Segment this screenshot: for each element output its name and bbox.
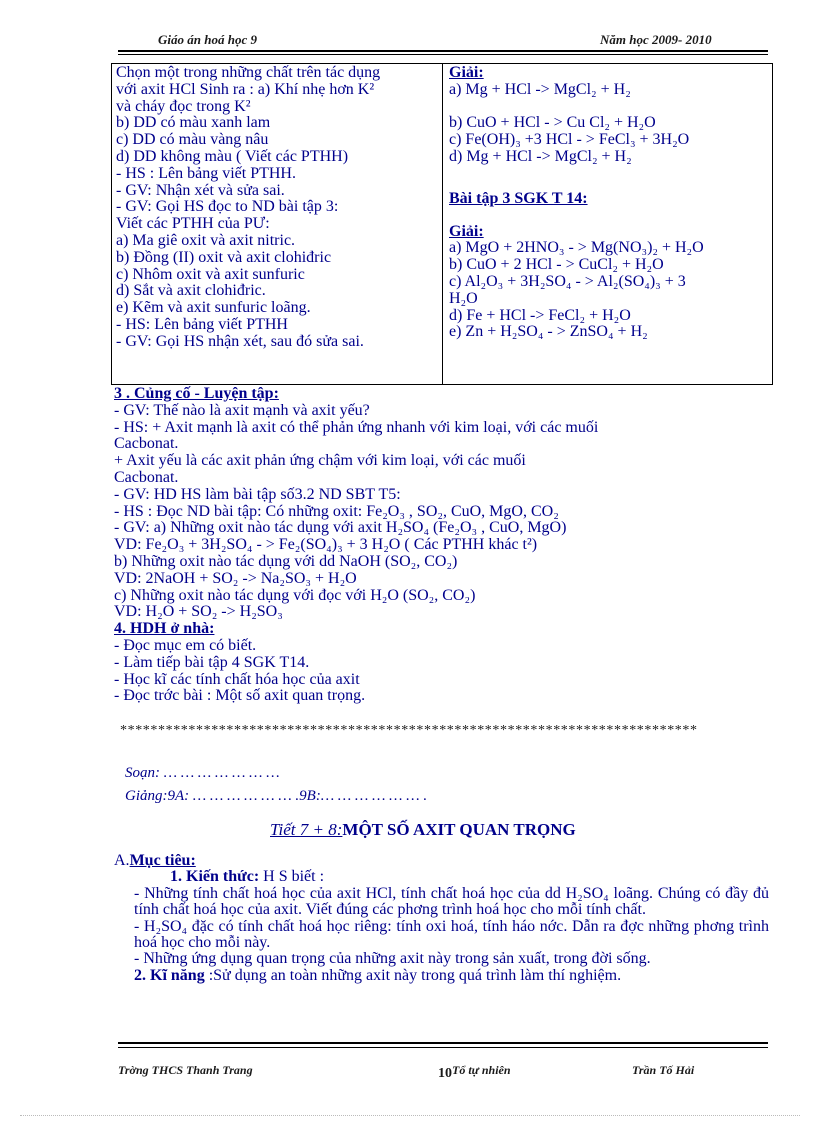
left-line: Chọn một trong những chất trên tác dụng [116, 64, 381, 81]
left-line: và cháy đọc trong K² [116, 97, 251, 115]
exercise-title: Bài tập 3 SGK T 14: [449, 189, 588, 207]
footer-rule [118, 1042, 768, 1044]
left-line: - GV: Nhận xét và sửa sai. [116, 181, 285, 199]
lesson-name: MỘT SỐ AXIT QUAN TRỌNG [342, 820, 576, 839]
lesson-title [270, 820, 576, 840]
equation: d) Fe + HCl -> FeCl₂ + H₂O [449, 306, 631, 324]
text-line: - GV: Thế nào là axit mạnh và axit yếu? [114, 401, 370, 419]
soan-line: Soạn: … … … … … … … [125, 765, 280, 781]
equation: d) Mg + HCl -> MgCl₂ + H₂ [449, 147, 632, 165]
text-line: c) Những oxit nào tác dụng với đọc với H₂O (SO₂, CO₂) [114, 586, 476, 604]
header-rule [118, 50, 768, 52]
text-line: + Axit yếu là các axit phản ứng chậm với kim loại, với các muối [114, 452, 526, 470]
header-right: Năm học 2009- 2010 [600, 32, 712, 47]
equation: a) MgO + 2HNO₃ - > Mg(NO₃)₂ + H₂O [449, 239, 704, 257]
paragraph: - Những ứng dụng quan trọng của những axit này trong sản xuất, trong đời sống. [134, 950, 651, 968]
table-divider [442, 64, 443, 384]
text-line: VD: H₂O + SO₂ -> H₂SO₃ [114, 603, 283, 621]
section-heading: 3 . Củng cố - Luyện tập: [114, 385, 279, 402]
left-line: với axit HCl Sinh ra : a) Khí nhẹ hơn K² [116, 80, 375, 98]
section-a [114, 853, 769, 984]
footer-rule-thin [118, 1047, 768, 1048]
table-right-cell [449, 65, 704, 341]
paragraph: - Những tính chất hoá học của axit HCl, tính chất hoá học của dd H₂SO₄ loãng. Chúng có đầy đủ tính chất hoá học của axit. Viết đúng các phơng trình hoá học cho mỗi tính chất. [134, 884, 769, 919]
left-line: - HS : Lên bảng viết PTHH. [116, 164, 296, 182]
left-line: d) DD không màu ( Viết các PTHH) [116, 147, 349, 165]
section-heading: 4. HDH ở nhà: [114, 620, 215, 638]
equation: b) CuO + HCl - > Cu Cl₂ + H₂O [449, 114, 656, 132]
left-line: d) Sắt và axit clohiđric. [116, 282, 266, 300]
subheading: 2. Kĩ năng [134, 966, 205, 984]
text-line: - Đọc trớc bài : Một số axit quan trọng. [114, 687, 366, 705]
header-left: Giáo án hoá học 9 [158, 32, 257, 47]
section-3 [114, 386, 598, 705]
subheading: 1. Kiến thức: [170, 868, 260, 886]
left-line: - GV: Gọi HS nhận xét, sau đó sửa sai. [116, 332, 364, 350]
paragraph: - H₂SO₄ đặc có tính chất hoá học riêng: tính oxi hoá, tính háo nớc. Dẫn ra đợc những phơng trình hoá học cho mỗi này. [134, 917, 769, 952]
text-line: - HS : Đọc ND bài tập: Có những oxit: Fe₂O₃ , SO₂, CuO, MgO, CO₂ [114, 502, 559, 520]
giang-line: Giảng:9A: … … … … … … .9B:… … … … … … . [125, 788, 428, 804]
section-heading: Mục tiêu: [129, 852, 196, 869]
left-line: Viết các PTHH của PƯ: [116, 215, 270, 233]
header-rule-thin [118, 54, 768, 55]
text-line: - Làm tiếp bài tập 4 SGK T14. [114, 653, 310, 671]
text-line: - Học kĩ các tính chất hóa học của axit [114, 670, 360, 688]
left-line: a) Ma giê oxit và axit nitric. [116, 231, 296, 249]
text-line: - GV: a) Những oxit nào tác dụng với axit H₂SO₄ (Fe₂O₃ , CuO, MgO) [114, 519, 567, 537]
left-line: e) Kẽm và axit sunfuric loãng. [116, 299, 311, 317]
solution-heading: Giải: [449, 222, 484, 240]
left-line: b) Đồng (II) oxit và axit clohiđric [116, 248, 332, 266]
equation: c) Al₂O₃ + 3H₂SO₄ - > Al₂(SO₄)₃ + 3 [449, 272, 686, 290]
solution-heading: Giải: [449, 64, 484, 81]
left-line: c) DD có màu vàng nâu [116, 131, 269, 149]
text-line: :Sử dụng an toàn những axit này trong quá trình làm thí nghiệm. [204, 966, 622, 984]
equation [449, 99, 704, 116]
footer-department: Tổ tự nhiên [452, 1063, 511, 1077]
text-line: - GV: HD HS làm bài tập số3.2 ND SBT T5: [114, 485, 401, 503]
page-number: 10 [438, 1066, 452, 1081]
text-line: Cacbonat. [114, 435, 179, 453]
activity-table [111, 63, 773, 385]
equation: b) CuO + 2 HCl - > CuCl₂ + H₂O [449, 256, 664, 274]
equation: H₂O [449, 289, 478, 307]
star-separator: **************************************************************************** [120, 723, 698, 738]
left-line: c) Nhôm oxit và axit sunfuric [116, 265, 305, 283]
text-line: Cacbonat. [114, 468, 179, 486]
left-line: - HS: Lên bảng viết PTHH [116, 315, 288, 333]
table-left-cell [116, 65, 380, 351]
lesson-number: Tiết 7 + 8: [270, 820, 343, 839]
left-line: - GV: Gọi HS đọc to ND bài tập 3: [116, 198, 339, 216]
left-line: b) DD có màu xanh lam [116, 114, 271, 132]
section-prefix: A. [114, 852, 130, 869]
footer-author: Trần Tố Hải [632, 1063, 695, 1077]
text-line: - Đọc mục em có biết. [114, 636, 257, 654]
text-line: VD: 2NaOH + SO₂ -> Na₂SO₃ + H₂O [114, 569, 357, 587]
equation: c) Fe(OH)₃ +3 HCl - > FeCl₃ + 3H₂O [449, 131, 690, 149]
text-line: VD: Fe₂O₃ + 3H₂SO₄ - > Fe₂(SO₄)₃ + 3 H₂O ( Các PTHH khác t²) [114, 536, 538, 554]
equation: e) Zn + H₂SO₄ - > ZnSO₄ + H₂ [449, 323, 648, 341]
page-edge [20, 1115, 800, 1116]
equation: a) Mg + HCl -> MgCl₂ + H₂ [449, 80, 631, 98]
text-line: - HS: + Axit mạnh là axit có thể phản ứng nhanh với kim loại, với các muối [114, 418, 599, 436]
footer-school: Trờng THCS Thanh Trang [118, 1063, 253, 1077]
text-line: b) Những oxit nào tác dụng với dd NaOH (SO₂, CO₂) [114, 552, 458, 570]
text-line: H S biết : [259, 868, 325, 886]
